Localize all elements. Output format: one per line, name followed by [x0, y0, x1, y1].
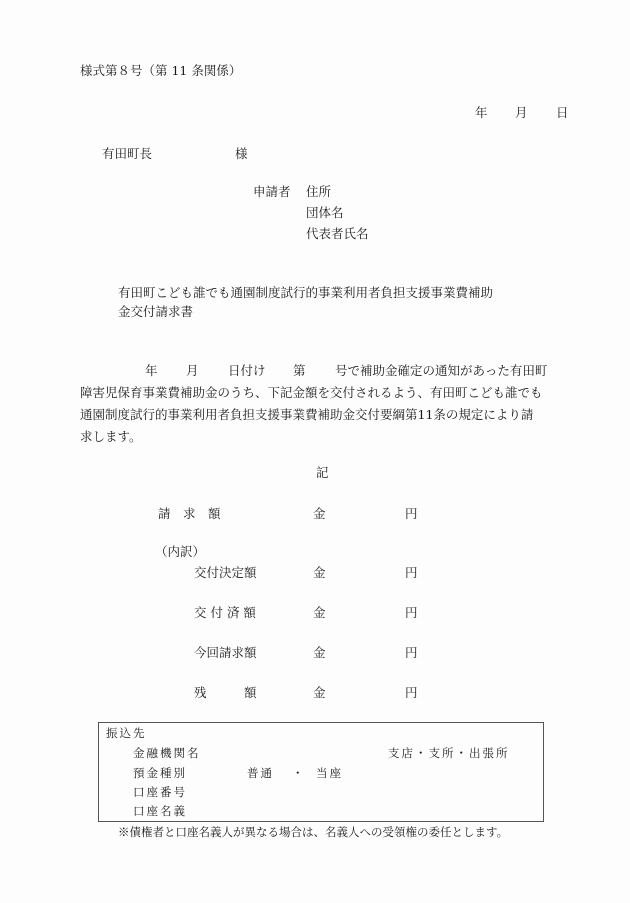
item-kin: 金 — [313, 605, 326, 620]
body-no-prefix: 第 — [293, 363, 306, 378]
body-year: 年 — [145, 363, 158, 378]
date-year: 年 — [475, 105, 488, 120]
item-label: 今回請求額 — [194, 645, 257, 660]
title-line-2: 金交付請求書 — [118, 304, 194, 319]
item-yen: 円 — [405, 685, 418, 700]
branch-options: 支店・支所・出張所 — [388, 746, 510, 760]
claim-yen: 円 — [405, 506, 418, 521]
date-day: 日 — [556, 105, 569, 120]
title-line-1: 有田町こども誰でも通園制度試行的事業利用者負担支援事業費補助 — [118, 285, 494, 300]
item-label: 交付決定額 — [194, 565, 257, 580]
claim-kin: 金 — [313, 506, 326, 521]
form-number: 様式第８号（第 11 条関係） — [80, 63, 242, 78]
account-type-label: 預金種別 — [133, 766, 187, 780]
body-line-4: 求します。 — [80, 429, 142, 444]
applicant-label: 申請者 — [253, 184, 291, 199]
claim-label: 請 求 額 — [158, 506, 221, 521]
bank-heading: 振込先 — [106, 726, 147, 740]
footnote: ※債権者と口座名義人が異なる場合は、名義人への受領権の委任とします。 — [118, 825, 509, 839]
applicant-group: 団体名 — [306, 205, 344, 220]
body-day: 日付け — [228, 363, 266, 378]
item-yen: 円 — [405, 565, 418, 580]
account-type-separator: ・ — [292, 766, 304, 780]
account-type-current: 当座 — [316, 766, 343, 780]
applicant-representative: 代表者氏名 — [306, 226, 369, 241]
institution-label: 金融機関名 — [133, 746, 201, 760]
date-month: 月 — [515, 105, 528, 120]
body-line-2: 障害児保育事業費補助金のうち、下記金額を交付されるよう、有田町こども誰でも — [80, 385, 543, 400]
item-yen: 円 — [405, 605, 418, 620]
item-label: 残 額 — [194, 685, 257, 700]
item-kin: 金 — [313, 645, 326, 660]
breakdown-label: （内訳） — [155, 544, 206, 559]
account-name-label: 口座名義 — [133, 804, 187, 818]
ki-heading: 記 — [316, 465, 329, 480]
applicant-address: 住所 — [306, 184, 332, 199]
body-line1-rest: 号で補助金確定の通知があった有田町 — [335, 363, 548, 378]
body-line-3: 通園制度試行的事業利用者負担支援事業費補助金交付要綱第11条の規定により請 — [80, 407, 534, 422]
account-type-ordinary: 普通 — [247, 766, 274, 780]
body-month: 月 — [186, 363, 199, 378]
item-kin: 金 — [313, 685, 326, 700]
item-yen: 円 — [405, 645, 418, 660]
addressee-name: 有田町長 — [102, 146, 153, 161]
addressee-honorific: 様 — [235, 146, 248, 161]
account-number-label: 口座番号 — [133, 785, 187, 799]
item-kin: 金 — [313, 565, 326, 580]
item-label: 交 付 済 額 — [194, 605, 256, 620]
